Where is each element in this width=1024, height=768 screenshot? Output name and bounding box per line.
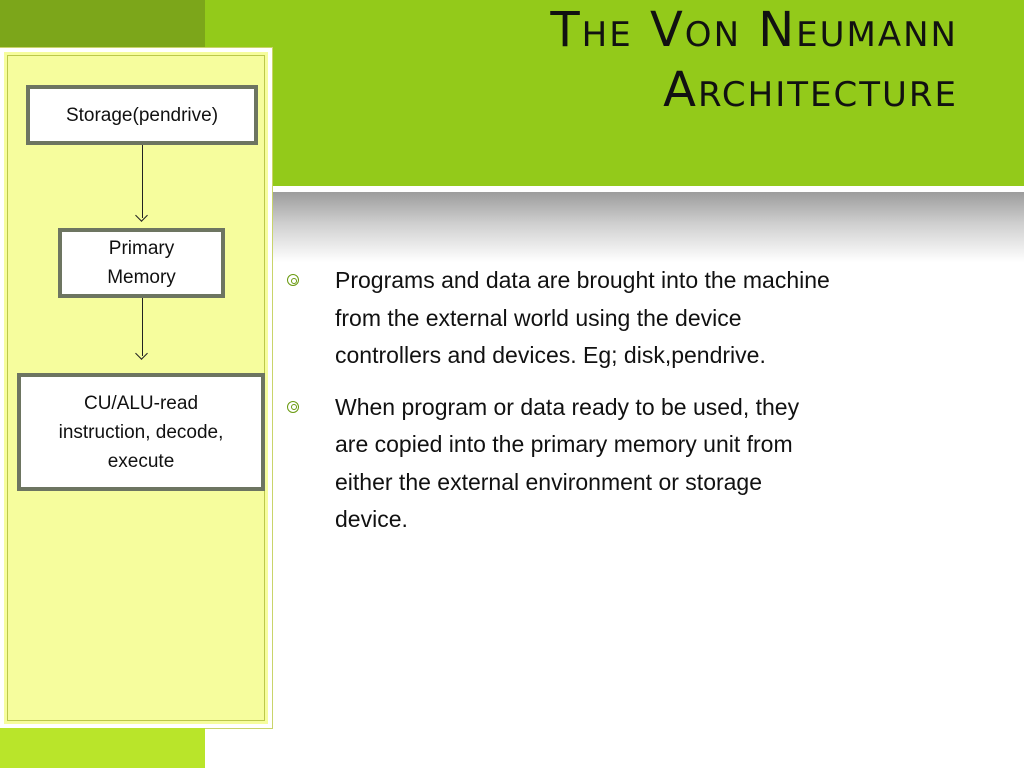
bullet-line: either the external environment or storage [335,468,763,495]
primary-memory-label [107,234,176,292]
slide-title [550,0,958,120]
title-line-2: Architecture [663,62,958,118]
storage-box-label: Storage(pendrive) [65,104,219,126]
cu-alu-line-2: instruction, decode, [58,421,224,443]
cu-alu-box [17,373,265,491]
bullet-line: are copied into the primary memory unit from [335,431,793,457]
bullet-list [283,262,983,553]
bullet-line: from the external world using the device [335,304,742,331]
arrow-storage-to-memory [142,145,143,218]
corner-block-top [0,0,205,48]
primary-memory-box [58,228,225,298]
cu-alu-line-3: execute [107,450,175,472]
primary-memory-line-2: Memory [107,267,176,288]
bullet-line: When program or data ready to be used, they [335,393,800,420]
bullet-ring-icon [287,274,299,286]
storage-box [26,85,258,145]
title-line-1: The Von Neumann [550,2,958,58]
bullet-item [283,389,983,539]
bullet-line: Programs and data are brought into the machine [335,267,830,293]
bullet-line: device. [335,506,408,532]
bullet-ring-icon [287,401,299,413]
primary-memory-line-1: Primary [108,238,175,259]
bullet-line: controllers and devices. Eg; disk,pendrive. [335,342,766,368]
bullet-item [283,262,983,375]
shadow-band [272,192,1024,262]
cu-alu-line-1: CU/ALU-read [83,392,199,414]
corner-block-bottom [0,728,205,768]
cu-alu-label [59,389,224,476]
